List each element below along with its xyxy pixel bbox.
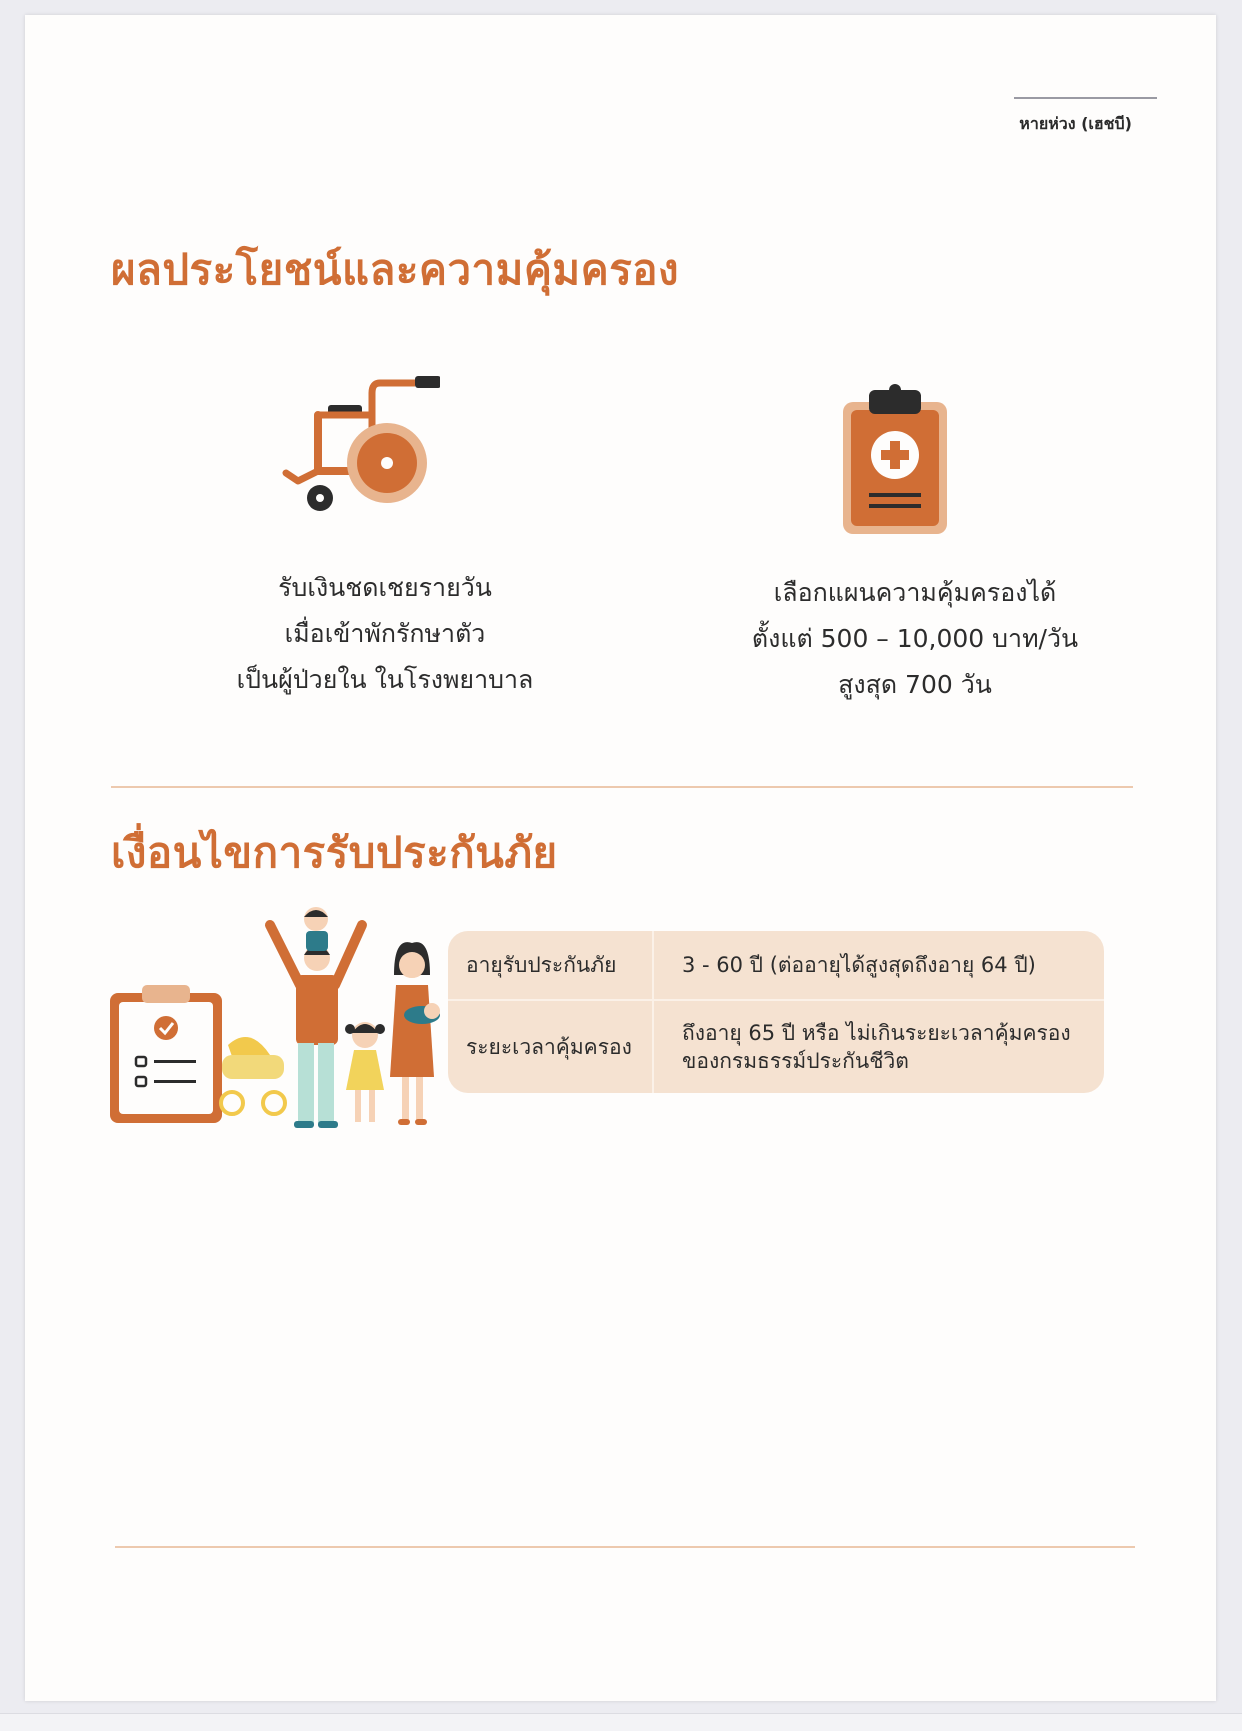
benefit-text-daily-compensation: รับเงินชดเชยรายวัน เมื่อเข้าพักรักษาตัว เป็นผู้ป่วยใน ในโรงพยาบาล [236, 573, 534, 694]
document-page [25, 15, 1216, 1701]
header-rule [1014, 97, 1157, 99]
conditions-title: เงื่อนไขการรับประกันภัย [111, 828, 558, 877]
table-row-label-period: ระยะเวลาคุ้มครอง [448, 1001, 654, 1093]
footer-divider [115, 1546, 1135, 1548]
viewer-bottom-strip [0, 1713, 1242, 1731]
table-row-label-age: อายุรับประกันภัย [448, 931, 654, 1001]
product-name: หายห่วง (เฮชบี) [1019, 114, 1132, 133]
table-row-value-age: 3 - 60 ปี (ต่ออายุได้สูงสุดถึงอายุ 64 ปี) [654, 931, 1104, 1001]
section-divider [111, 786, 1133, 788]
table-row-value-period: ถึงอายุ 65 ปี หรือ ไม่เกินระยะเวลาคุ้มครอง ของกรมธรรม์ประกันชีวิต [682, 1021, 1071, 1073]
conditions-table [448, 931, 1104, 1093]
family-checklist-illustration [110, 905, 440, 1145]
benefit-text-coverage-plan: เลือกแผนความคุ้มครองได้ ตั้งแต่ 500 – 10,000 บาท/วัน สูงสุด 700 วัน [751, 578, 1079, 699]
wheelchair-icon [280, 373, 440, 533]
benefits-title: ผลประโยชน์และความคุ้มครอง [111, 245, 679, 294]
medical-clipboard-icon [835, 380, 955, 540]
